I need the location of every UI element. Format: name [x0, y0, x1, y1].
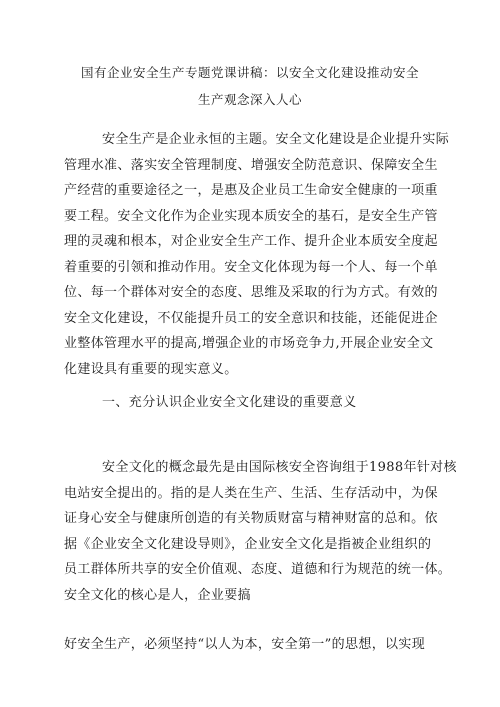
paragraph-1 [64, 127, 450, 382]
paragraph-line: 位、每一个群体对安全的态度、思维及采取的行为方式。有效的 [64, 285, 438, 300]
paragraph-line: 安全生产是企业永恒的主题。安全文化建设是企业提升实际 [102, 132, 450, 147]
paragraph-line: 证身心安全与健康所创造的有关物质财富与精神财富的总和。依 [64, 511, 438, 526]
paragraph-line: 理的灵魂和根本，对企业安全生产工作、提升企业本质安全度起 [64, 234, 438, 249]
paragraph-line: 产经营的重要途径之一，是惠及企业员工生命安全健康的一项重 [64, 183, 438, 198]
paragraph-line: 管理水准、落实安全管理制度、增强安全防范意识、保障安全生 [64, 157, 438, 173]
paragraph-line: 据《企业安全文化建设导则》，企业安全文化是指被企业组织的 [64, 536, 432, 552]
document-title-line-1: 国有企业安全生产专题党课讲稿：以安全文化建设推动安全 [80, 65, 419, 80]
paragraph-line: 化建设具有重要的现实意义。 [64, 361, 238, 377]
paragraph-line: 业整体管理水平的提高,增强企业的市场竞争力,开展企业安全文 [64, 336, 434, 351]
paragraph-line: 电站安全提出的。指的是人类在生产、生活、生存活动中，为保 [64, 485, 438, 501]
document-title-line-2: 生产观念深入人心 [197, 92, 302, 107]
paragraph-line: 着重要的引领和推动作用。安全文化体现为每一个人、每一个单 [64, 259, 438, 275]
paragraph-line: 安全文化的概念最先是由国际核安全咨询组于1988年针对核 [102, 460, 457, 475]
paragraph-line: 要工程。安全文化作为企业实现本质安全的基石，是安全生产管 [64, 208, 438, 224]
paragraph-line: 安全文化的核心是人，企业要搞 [64, 587, 251, 603]
paragraph-2 [64, 455, 457, 608]
paragraph-line: 好安全生产，必须坚持“以人为本，安全第一”的思想，以实现 [64, 637, 426, 652]
paragraph-3 [64, 632, 444, 658]
paragraph-line: 员工群体所共享的安全价值观、态度、道德和行为规范的统一体。 [64, 562, 452, 577]
paragraph-line: 安全文化建设，不仅能提升员工的安全意识和技能，还能促进企 [64, 310, 438, 326]
section-heading-1: 一、充分认识企业安全文化建设的重要意义 [102, 395, 357, 410]
